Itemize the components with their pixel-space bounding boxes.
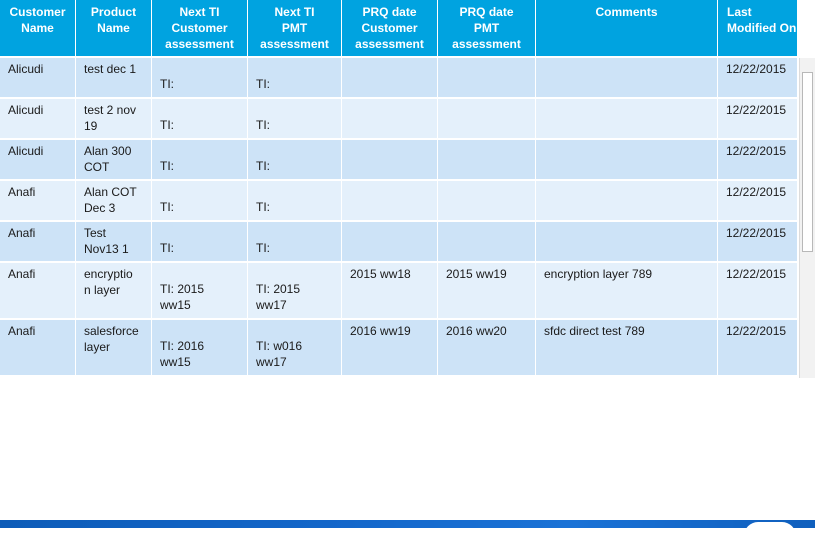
cell-text: test dec 1 [84, 62, 137, 76]
cell-prq-customer [342, 318, 438, 375]
cell-comments [536, 220, 718, 261]
cell-ti-customer [152, 261, 248, 318]
scrollbar-thumb[interactable] [802, 72, 813, 252]
cell-ti-customer [152, 138, 248, 179]
cell-ti-pmt [248, 138, 342, 179]
header-label: PRQ date Customer assessment [355, 5, 424, 51]
cell-text: Anafi [8, 324, 36, 338]
cell-text: TI: [160, 200, 174, 214]
cell-prq-customer [342, 261, 438, 318]
header-last-modified[interactable] [718, 0, 797, 56]
header-prq-customer[interactable] [342, 0, 438, 56]
header-prq-pmt[interactable] [438, 0, 536, 56]
cell-prq-customer [342, 97, 438, 138]
cell-text: 12/22/2015 [726, 62, 787, 76]
cell-product [76, 138, 152, 179]
cell-text: encryption layer 789 [544, 267, 653, 281]
cell-last-modified [718, 261, 797, 318]
cell-text: Anafi [8, 185, 36, 199]
cell-prq-pmt [438, 56, 536, 97]
footer-bar [0, 520, 815, 528]
cell-text: 12/22/2015 [726, 267, 787, 281]
cell-ti-customer [152, 179, 248, 220]
cell-product [76, 97, 152, 138]
cell-comments [536, 318, 718, 375]
header-product-name[interactable] [76, 0, 152, 56]
cell-prq-customer [342, 179, 438, 220]
cell-text: encryptio n layer [84, 267, 133, 297]
cell-last-modified [718, 220, 797, 261]
cell-text: TI: [256, 118, 270, 132]
cell-text: TI: 2016 ww15 [160, 339, 205, 369]
cell-last-modified [718, 138, 797, 179]
cell-product [76, 220, 152, 261]
cell-prq-pmt [438, 138, 536, 179]
cell-prq-pmt [438, 318, 536, 375]
footer-bubble [744, 522, 796, 536]
header-next-ti-customer[interactable] [152, 0, 248, 56]
cell-text: 12/22/2015 [726, 324, 787, 338]
cell-text: TI: [256, 241, 270, 255]
cell-comments [536, 138, 718, 179]
cell-text: 2015 ww19 [446, 267, 507, 281]
header-label: Product Name [90, 5, 137, 35]
cell-ti-pmt [248, 318, 342, 375]
cell-comments [536, 179, 718, 220]
cell-text: test 2 nov 19 [84, 103, 137, 133]
cell-ti-pmt [248, 56, 342, 97]
cell-text: Anafi [8, 267, 36, 281]
cell-ti-customer [152, 97, 248, 138]
cell-comments [536, 261, 718, 318]
cell-text: Alicudi [8, 62, 44, 76]
cell-ti-pmt [248, 97, 342, 138]
cell-product [76, 179, 152, 220]
cell-customer [0, 97, 76, 138]
cell-ti-customer [152, 318, 248, 375]
cell-customer [0, 138, 76, 179]
cell-text: Alicudi [8, 103, 44, 117]
cell-text: TI: [160, 77, 174, 91]
cell-prq-customer [342, 220, 438, 261]
cell-last-modified [718, 97, 797, 138]
cell-ti-customer [152, 56, 248, 97]
cell-last-modified [718, 56, 797, 97]
header-label: Customer Name [9, 5, 66, 35]
cell-text: sfdc direct test 789 [544, 324, 645, 338]
cell-text: 2015 ww18 [350, 267, 411, 281]
cell-text: TI: [160, 159, 174, 173]
cell-prq-pmt [438, 261, 536, 318]
cell-text: TI: w016 ww17 [256, 339, 303, 369]
cell-comments [536, 97, 718, 138]
cell-text: TI: [160, 241, 174, 255]
cell-last-modified [718, 179, 797, 220]
cell-text: 12/22/2015 [726, 226, 787, 240]
cell-text: 12/22/2015 [726, 103, 787, 117]
cell-text: Anafi [8, 226, 36, 240]
cell-customer [0, 220, 76, 261]
header-label: PRQ date PMT assessment [452, 5, 521, 51]
cell-prq-customer [342, 56, 438, 97]
cell-comments [536, 56, 718, 97]
cell-product [76, 56, 152, 97]
cell-text: 2016 ww19 [350, 324, 411, 338]
cell-text: 2016 ww20 [446, 324, 507, 338]
header-label: Next TI Customer assessment [165, 5, 234, 51]
vertical-scrollbar[interactable] [799, 58, 815, 378]
cell-prq-pmt [438, 179, 536, 220]
cell-text: salesforce layer [84, 324, 139, 354]
cell-text: TI: 2015 ww15 [160, 282, 205, 312]
cell-ti-pmt [248, 220, 342, 261]
header-next-ti-pmt[interactable] [248, 0, 342, 56]
cell-text: Test Nov13 1 [84, 226, 129, 256]
cell-customer [0, 261, 76, 318]
cell-text: 12/22/2015 [726, 185, 787, 199]
cell-text: Alicudi [8, 144, 44, 158]
cell-text: 12/22/2015 [726, 144, 787, 158]
cell-text: TI: 2015 ww17 [256, 282, 301, 312]
cell-text: TI: [256, 159, 270, 173]
cell-prq-pmt [438, 220, 536, 261]
header-label: Comments [595, 5, 658, 19]
cell-customer [0, 318, 76, 375]
cell-ti-pmt [248, 179, 342, 220]
cell-prq-customer [342, 138, 438, 179]
cell-text: Alan COT Dec 3 [84, 185, 137, 215]
cell-customer [0, 56, 76, 97]
cell-last-modified [718, 318, 797, 375]
header-customer-name[interactable] [0, 0, 76, 56]
cell-product [76, 261, 152, 318]
header-label: Next TI PMT assessment [260, 5, 329, 51]
cell-text: Alan 300 COT [84, 144, 132, 174]
cell-ti-pmt [248, 261, 342, 318]
cell-product [76, 318, 152, 375]
cell-customer [0, 179, 76, 220]
cell-prq-pmt [438, 97, 536, 138]
cell-text: TI: [160, 118, 174, 132]
cell-text: TI: [256, 200, 270, 214]
cell-ti-customer [152, 220, 248, 261]
header-label: Last Modified On [727, 5, 797, 35]
cell-text: TI: [256, 77, 270, 91]
header-comments[interactable] [536, 0, 718, 56]
